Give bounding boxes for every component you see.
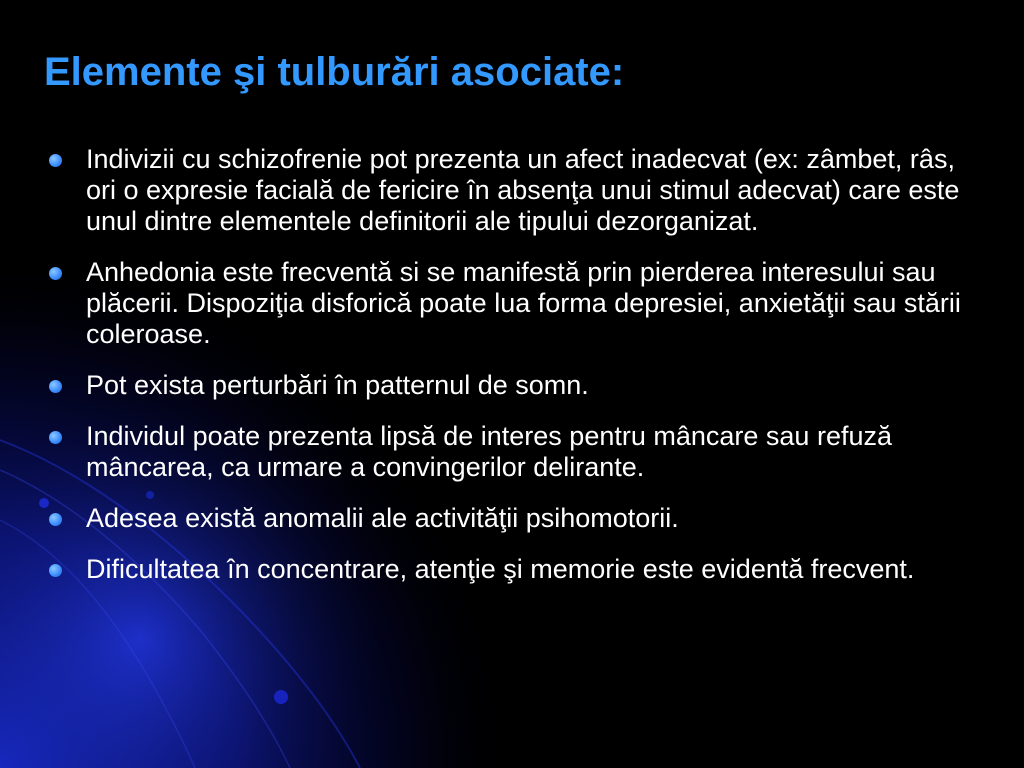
bullet-item	[46, 554, 981, 585]
bullet-dot-icon	[49, 513, 62, 526]
bullet-dot-icon	[49, 267, 62, 280]
slide-title: Elemente şi tulburări asociate:	[44, 50, 625, 94]
bullet-dot-icon	[49, 564, 62, 577]
bullet-text: Anhedonia este frecventă si se manifestă prin pierderea interesului sau plăcerii. Dispoziţia disforică poate lua forma depresiei, anxietăţii sau stării coleroase.	[86, 257, 961, 349]
bullet-text: Pot exista perturbări în patternul de somn.	[86, 370, 589, 400]
bullet-item	[46, 370, 981, 401]
bullet-item	[46, 144, 981, 237]
bullet-item	[46, 503, 981, 534]
bullet-dot-icon	[49, 154, 62, 167]
decor-dot	[274, 690, 288, 704]
bullet-text: Dificultatea în concentrare, atenţie şi memorie este evidentă frecvent.	[86, 554, 915, 584]
bullet-text: Adesea există anomalii ale activităţii psihomotorii.	[86, 503, 679, 533]
bullet-item	[46, 421, 981, 483]
bullet-dot-icon	[49, 431, 62, 444]
bullet-item	[46, 257, 981, 350]
bullet-text: Individul poate prezenta lipsă de interes pentru mâncare sau refuză mâncarea, ca urmare a convingerilor delirante.	[86, 421, 892, 482]
bullet-text: Indivizii cu schizofrenie pot prezenta un afect inadecvat (ex: zâmbet, râs, ori o expresie facială de fericire în absenţa unui stimul adecvat) care este unul dintre elementele definitorii ale tipului dezorganizat.	[86, 144, 960, 236]
bullet-dot-icon	[49, 380, 62, 393]
bullet-list	[46, 144, 981, 605]
